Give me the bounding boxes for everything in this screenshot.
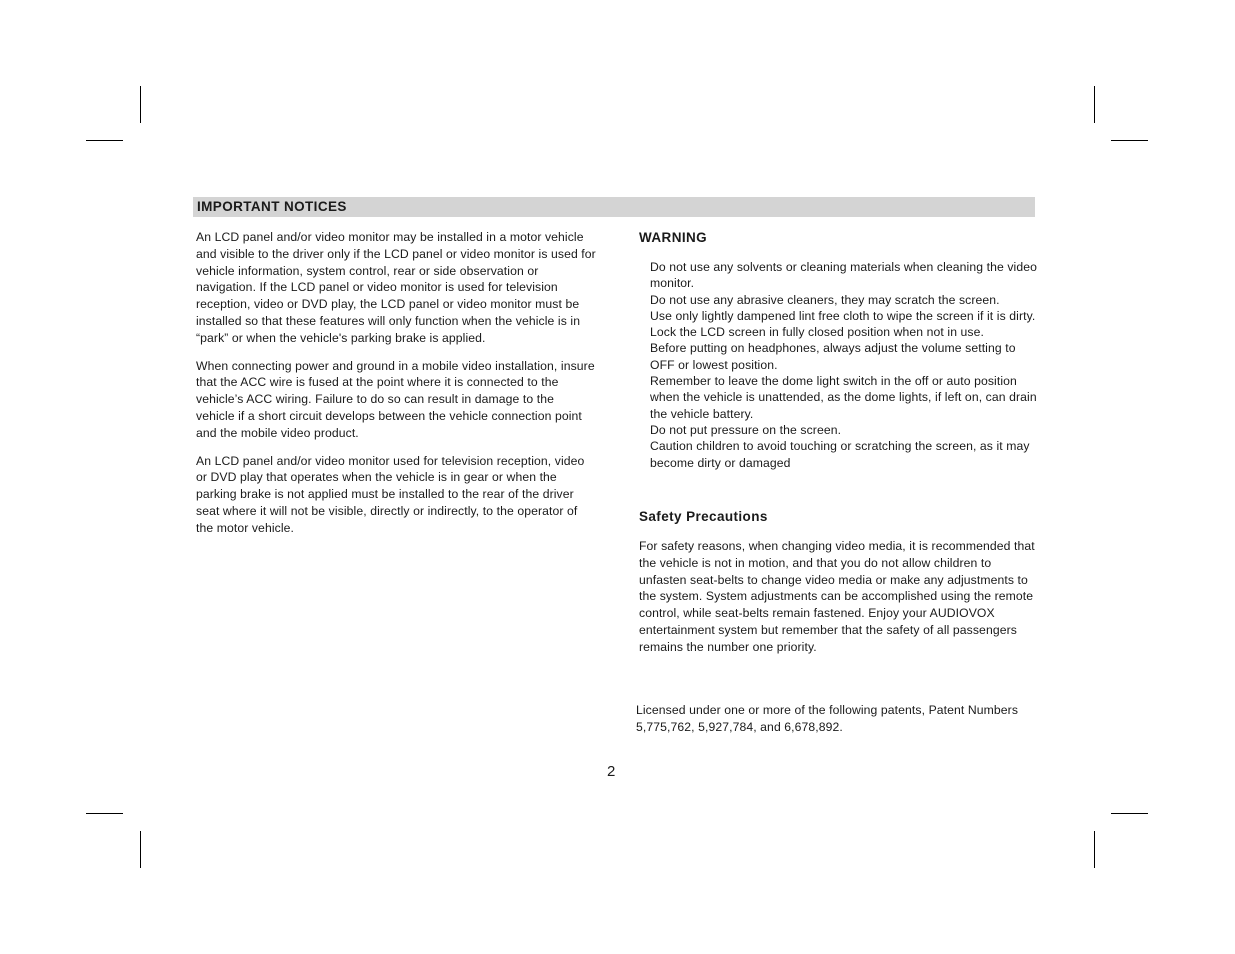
warning-item: Use only lightly dampened lint free cloth to wipe the screen if it is dirty. bbox=[650, 308, 1036, 323]
crop-mark-bottom-right-horizontal bbox=[1111, 813, 1148, 814]
crop-mark-bottom-left-horizontal bbox=[86, 813, 123, 814]
safety-paragraph: For safety reasons, when changing video media, it is recommended that the vehicle is not in motion, and that you do not allow children to unfasten seat-belts to change video media or make any adjustments to the system. System adjustments can be accomplished using the remote control, while seat-belts remain fastened. Enjoy your AUDIOVOX entertainment system but remember that the safety of all passengers remains the number one priority. bbox=[639, 539, 1035, 654]
patent-notice: Licensed under one or more of the following patents, Patent Numbers 5,775,762, 5,927,784, and 6,678,892. bbox=[636, 703, 1019, 734]
warning-item: Before putting on headphones, always adjust the volume setting to OFF or lowest position. bbox=[650, 341, 1016, 372]
section-header-bar bbox=[193, 197, 1035, 217]
page-number: 2 bbox=[607, 763, 616, 780]
crop-mark-bottom-right-vertical bbox=[1094, 831, 1095, 868]
notice-paragraph: An LCD panel and/or video monitor may be installed in a motor vehicle and visible to the driver only if the LCD panel or video monitor is used for vehicle information, system control, rear or side observation or navigation. If the LCD panel or video monitor is used for television reception, video or DVD play, the LCD panel or video monitor must be installed so that these features will only function when the vehicle is in “park” or when the vehicle's parking brake is applied. bbox=[196, 230, 596, 345]
crop-mark-top-right-horizontal bbox=[1111, 140, 1148, 141]
warning-item: Lock the LCD screen in fully closed position when not in use. bbox=[650, 325, 984, 340]
left-column bbox=[196, 229, 596, 548]
warning-item: Do not put pressure on the screen. bbox=[650, 422, 842, 437]
warning-item: Caution children to avoid touching or scratching the screen, as it may become dirty or damaged bbox=[650, 439, 1030, 470]
safety-heading: Safety Precautions bbox=[639, 509, 768, 524]
crop-mark-top-left-vertical bbox=[140, 86, 141, 123]
warning-heading: WARNING bbox=[639, 230, 708, 245]
warning-item: Do not use any solvents or cleaning materials when cleaning the video monitor. bbox=[650, 260, 1037, 291]
notice-paragraph: When connecting power and ground in a mobile video installation, insure that the ACC wire is fused at the point where it is connected to the vehicle’s ACC wiring. Failure to do so can result in damage to the vehicle if a short circuit develops between the vehicle connection point and the mobile video product. bbox=[196, 358, 595, 440]
crop-mark-bottom-left-vertical bbox=[140, 831, 141, 868]
crop-mark-top-left-horizontal bbox=[86, 140, 123, 141]
warning-item: Do not use any abrasive cleaners, they may scratch the screen. bbox=[650, 292, 1000, 307]
crop-mark-top-right-vertical bbox=[1094, 86, 1095, 123]
section-title: IMPORTANT NOTICES bbox=[197, 199, 347, 214]
notice-paragraph: An LCD panel and/or video monitor used for television reception, video or DVD play that operates when the vehicle is in gear or when the parking brake is not applied must be installed to the rear of the driver seat where it will not be visible, directly or indirectly, to the operator of the motor vehicle. bbox=[196, 453, 585, 535]
warning-list bbox=[650, 259, 1042, 471]
warning-item: Remember to leave the dome light switch in the off or auto position when the vehicle is unattended, as the dome lights, if left on, can drain the vehicle battery. bbox=[650, 374, 1037, 421]
